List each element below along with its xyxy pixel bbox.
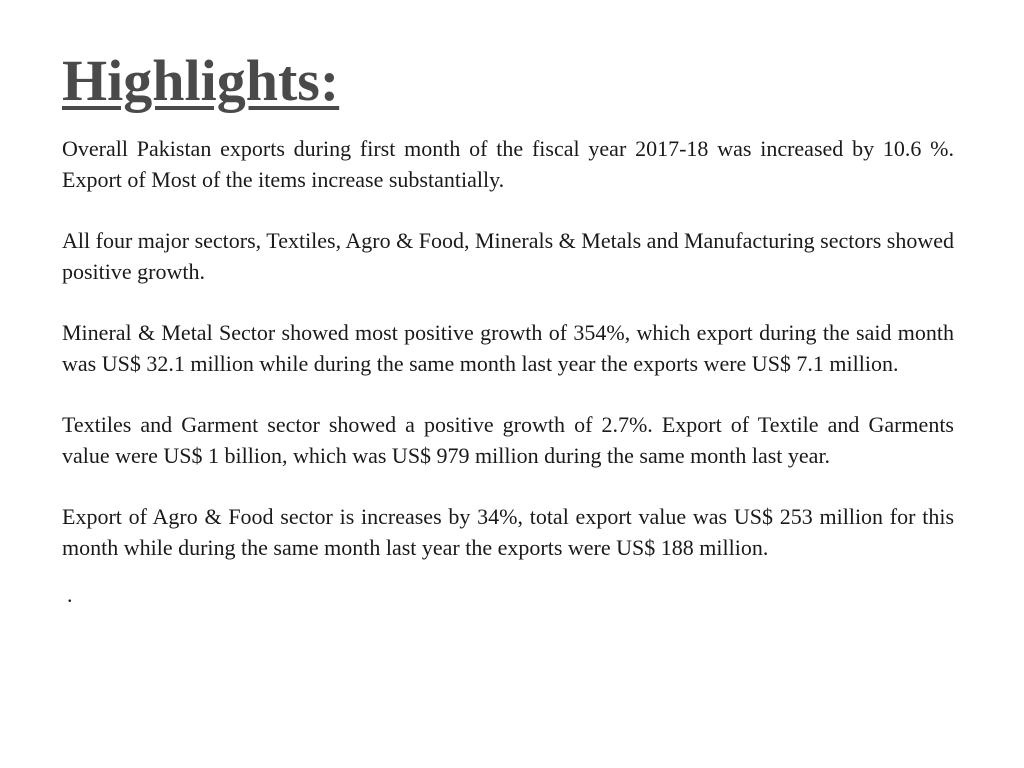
trailing-dot: .: [67, 582, 73, 608]
paragraph-major-sectors: All four major sectors, Textiles, Agro & Food, Minerals & Metals and Manufacturing sectors showed positive growth.: [62, 228, 954, 284]
paragraph-agro-food: Export of Agro & Food sector is increases by 34%, total export value was US$ 253 million for this month while during the same month last year the exports were US$ 188 million.: [62, 504, 954, 561]
paragraph-mineral-metal: Mineral & Metal Sector showed most positive growth of 354%, which export during the said month was US$ 32.1 million while during the same month last year the exports were US$ 7.1 million.: [62, 320, 954, 376]
paragraph-overall-exports: Overall Pakistan exports during first month of the fiscal year 2017-18 was increased by 10.6 %. Export of Most of the items increase substantially.: [62, 136, 954, 192]
slide-body: [62, 134, 954, 611]
paragraph-textiles-garment: Textiles and Garment sector showed a positive growth of 2.7%. Export of Textile and Garments value were US$ 1 billion, which was US$ 979 million during the same month last year.: [62, 412, 954, 469]
slide-title: Highlights:: [62, 48, 340, 113]
